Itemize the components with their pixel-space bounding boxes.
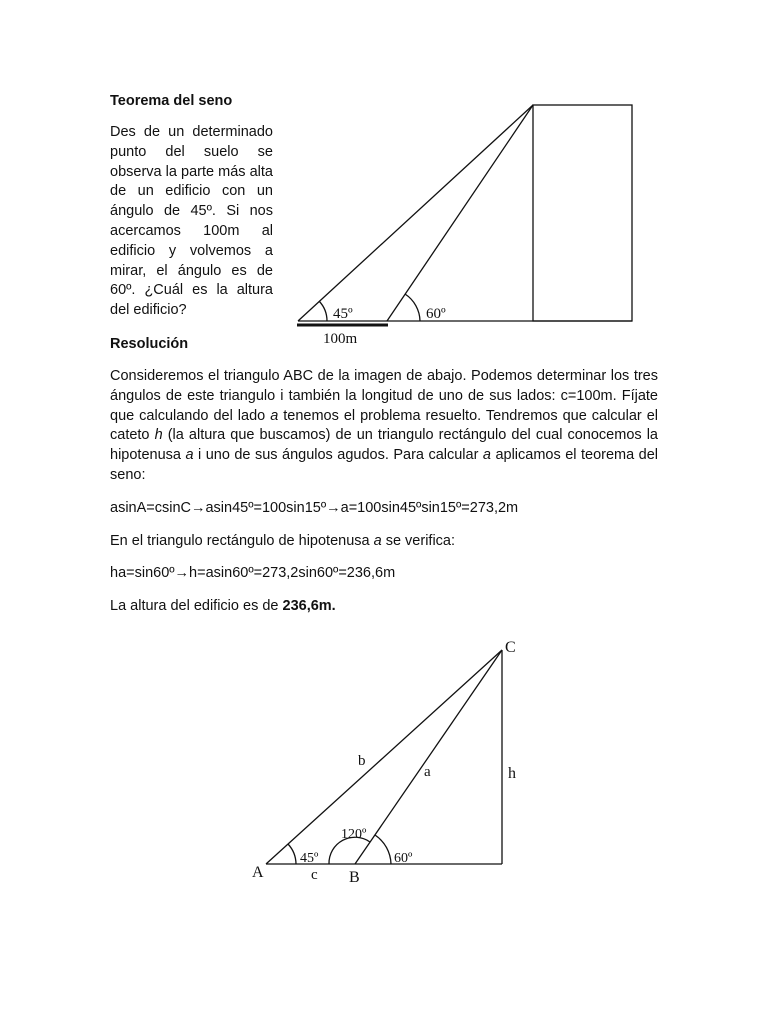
- resolution-heading: Resolución: [110, 336, 189, 352]
- side-a-label: a: [424, 764, 431, 780]
- height-formula: ha=sin60º→h=asin60º=273,2sin60º=236,6m: [110, 565, 396, 581]
- p3-text: La altura del edificio es de: [110, 598, 283, 614]
- p1-text-c: (la altura que buscamos) de un triangulo rectángulo del cual conocemos la hipotenusa: [110, 427, 659, 464]
- distance-label: 100m: [323, 331, 358, 347]
- side-c-label: c: [311, 867, 318, 883]
- side-b-label: b: [358, 753, 366, 769]
- var-a: a: [185, 447, 194, 464]
- vertex-a-label: A: [252, 864, 264, 881]
- var-h: h: [154, 427, 163, 444]
- vertex-b-label: B: [349, 869, 360, 886]
- var-a: a: [270, 407, 279, 424]
- p2-text-b: se verifica:: [381, 533, 456, 549]
- angle-arc-60: [375, 835, 391, 864]
- result-value: 236,6m.: [282, 598, 336, 614]
- var-a: a: [482, 447, 491, 464]
- p2-text-a: En el triangulo rectángulo de hipotenusa: [110, 533, 374, 549]
- p1-text-d: i uno de sus ángulos agudos. Para calcular: [193, 447, 483, 464]
- angle-label-60: 60º: [394, 851, 413, 866]
- p1-text-b: tenemos el problema resuelto. Tendremos que calcular el cateto: [110, 407, 658, 444]
- angle-label-60: 60º: [426, 306, 446, 322]
- sine-law-formula: asinA=csinC→asin45º=100sin15º→a=100sin45ºsin15º=273,2m: [110, 500, 519, 516]
- angle-label-45: 45º: [333, 306, 353, 322]
- page-title: Teorema del seno: [110, 93, 233, 109]
- p1-text-e: aplicamos el teorema del seno:: [110, 447, 658, 483]
- angle-label-120: 120º: [341, 827, 367, 842]
- angle-arc-45: [288, 844, 296, 864]
- problem-statement: Des de un determinado punto del suelo se observa la parte más alta de un edificio con un ángulo de 45º. Si nos acercamos 100m al edificio y volvemos a mirar, el ángulo es de 60º. ¿Cuál es la altura del edificio?: [110, 124, 273, 319]
- p1-text-a: Consideremos el triangulo ABC de la imagen de abajo. Podemos determinar los tres ángulos de este triangulo i también la longitud de uno de sus lados: c=100m. Fíjate que calculando del lado: [110, 368, 658, 424]
- side-b: [266, 650, 502, 864]
- angle-label-45: 45º: [300, 851, 319, 866]
- side-h-label: h: [508, 765, 516, 782]
- var-a: a: [373, 533, 382, 549]
- side-a: [355, 650, 502, 864]
- vertex-c-label: C: [505, 639, 516, 656]
